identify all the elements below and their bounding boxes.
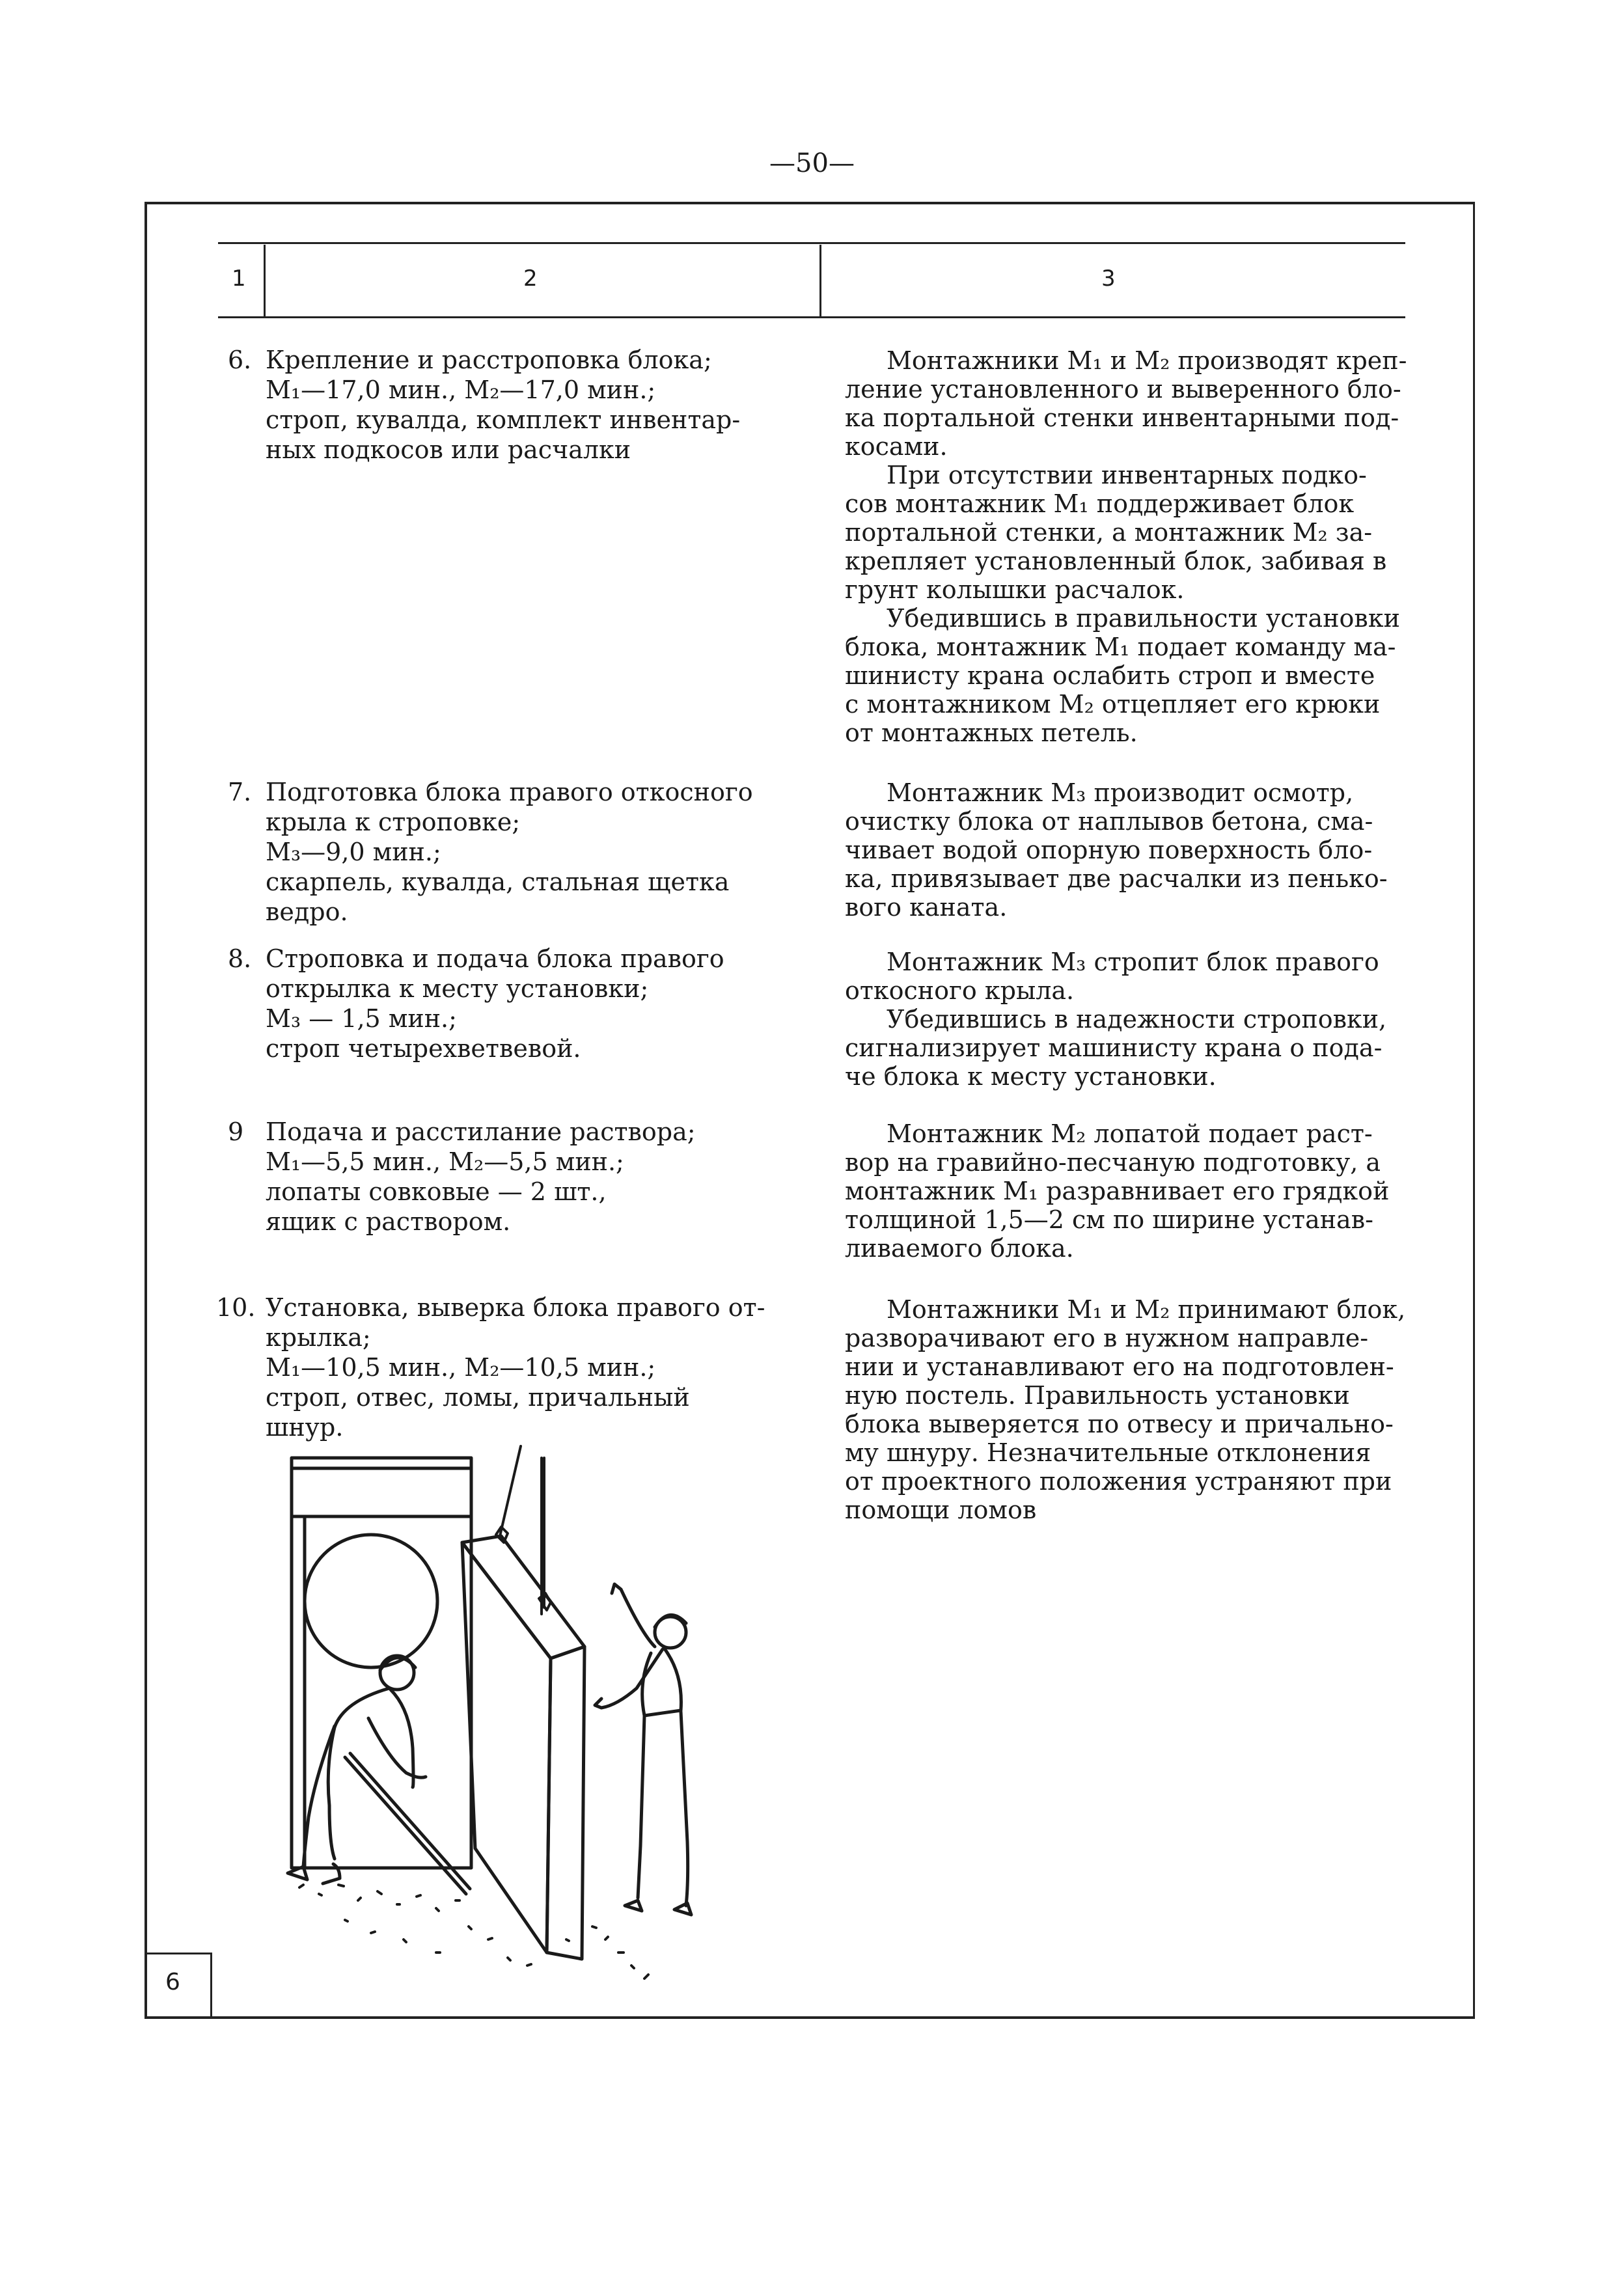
operation-line: крыла к строповке;	[266, 808, 521, 836]
description-line: ка, привязывает две расчалки из пенько-	[845, 864, 1388, 893]
description-paragraph	[845, 346, 1405, 461]
page-number: —50—	[769, 148, 855, 178]
description-line: блока, монтажник М₁ подает команду ма-	[845, 633, 1396, 661]
description-line: сигнализирует машинисту крана о пода-	[845, 1034, 1383, 1062]
table-header-bottom-rule	[218, 316, 1405, 318]
description-line: портальной стенки, а монтажник М₂ за-	[845, 518, 1373, 547]
column-header-2: 2	[523, 266, 538, 292]
operation-number: 8.	[228, 944, 252, 973]
description-line: очистку блока от наплывов бетона, сма-	[845, 807, 1373, 836]
operation-line: скарпель, кувалда, стальная щетка	[266, 868, 730, 896]
description-8	[845, 948, 1405, 1091]
description-line: Монтажник М₂ лопатой подает раст-	[887, 1119, 1373, 1148]
operation-line: Установка, выверка блока правого от-	[266, 1293, 765, 1322]
description-line: че блока к месту установки.	[845, 1062, 1217, 1091]
operation-line: М₃—9,0 мин.;	[266, 838, 441, 866]
column-header-1: 1	[232, 266, 246, 292]
description-paragraph	[845, 778, 1405, 922]
ground-gravel	[299, 1885, 648, 1979]
description-line: Монтажник М₃ производит осмотр,	[887, 778, 1354, 807]
description-line: ливаемого блока.	[845, 1234, 1074, 1263]
operation-line: Подача и расстилание раствора;	[266, 1117, 696, 1146]
operation-line: Строповка и подача блока правого	[266, 944, 724, 973]
description-paragraph	[845, 1295, 1405, 1524]
description-line: Убедившись в правильности установки	[887, 604, 1400, 633]
description-line: ление установленного и выверенного бло-	[845, 375, 1401, 404]
description-line: разворачивают его в нужном направле-	[845, 1324, 1369, 1352]
description-line: от монтажных петель.	[845, 719, 1138, 747]
description-7	[845, 778, 1405, 922]
description-line: Монтажники М₁ и М₂ принимают блок,	[887, 1295, 1406, 1324]
table-header-top-rule	[218, 242, 1405, 244]
description-line: вор на гравийно-песчаную подготовку, а	[845, 1148, 1381, 1177]
description-line: сов монтажник М₁ поддерживает блок	[845, 489, 1355, 518]
column-divider-2	[819, 245, 821, 316]
operation-line: ведро.	[266, 898, 348, 926]
description-paragraph	[845, 604, 1405, 747]
operation-line: Подготовка блока правого откосного	[266, 778, 753, 806]
installation-illustration	[241, 1445, 736, 1992]
description-line: При отсутствии инвентарных подко-	[887, 461, 1367, 489]
description-paragraph	[845, 1119, 1405, 1263]
operation-line: строп четырехветвевой.	[266, 1034, 581, 1063]
operation-line: лопаты совковые — 2 шт.,	[266, 1177, 607, 1206]
description-9	[845, 1119, 1405, 1263]
description-line: Монтажник М₃ стропит блок правого	[887, 948, 1379, 976]
column-divider-1	[264, 245, 266, 316]
operation-line: М₁—10,5 мин., М₂—10,5 мин.;	[266, 1353, 656, 1382]
description-line: откосного крыла.	[845, 976, 1075, 1005]
operation-line: открылка к месту установки;	[266, 974, 649, 1003]
operation-line: ящик с раствором.	[266, 1207, 511, 1236]
description-line: толщиной 1,5—2 см по ширине устанав-	[845, 1205, 1373, 1234]
operation-number: 10.	[216, 1293, 256, 1322]
description-line: от проектного положения устраняют при	[845, 1467, 1392, 1496]
operation-line: Крепление и расстроповка блока;	[266, 346, 712, 374]
description-paragraph	[845, 461, 1405, 604]
description-line: грунт колышки расчалок.	[845, 575, 1185, 604]
description-6	[845, 346, 1405, 747]
description-line: му шнуру. Незначительные отклонения	[845, 1438, 1371, 1467]
description-line: помощи ломов	[845, 1496, 1037, 1524]
description-line: шинисту крана ослабить строп и вместе	[845, 661, 1375, 690]
operation-number: 6.	[228, 346, 252, 374]
description-line: ную постель. Правильность установки	[845, 1381, 1350, 1410]
operation-line: крылка;	[266, 1323, 371, 1352]
operation-number: 7.	[228, 778, 252, 806]
description-10	[845, 1295, 1405, 1524]
frame-bottom-line	[145, 2016, 1475, 2019]
description-line: ка портальной стенки инвентарными под-	[845, 404, 1399, 432]
description-paragraph	[845, 1005, 1405, 1091]
operation-line: М₁—17,0 мин., М₂—17,0 мин.;	[266, 376, 656, 404]
description-line: блока выверяется по отвесу и причально-	[845, 1410, 1394, 1438]
description-line: вого каната.	[845, 893, 1008, 922]
description-paragraph	[845, 948, 1405, 1005]
worker-left	[288, 1656, 470, 1894]
operation-line: шнур.	[266, 1413, 344, 1442]
description-line: косами.	[845, 432, 948, 461]
description-line: крепляет установленный блок, забивая в	[845, 547, 1387, 575]
operation-line: М₁—5,5 мин., М₂—5,5 мин.;	[266, 1147, 624, 1176]
description-line: Монтажники М₁ и М₂ производят креп-	[887, 346, 1407, 375]
sheet-number: 6	[165, 1969, 180, 1995]
worker-right	[595, 1584, 691, 1915]
description-line: чивает водой опорную поверхность бло-	[845, 836, 1373, 864]
description-line: с монтажником М₂ отцепляет его крюки	[845, 690, 1381, 719]
description-line: нии и устанавливают его на подготовлен-	[845, 1352, 1394, 1381]
operation-line: строп, отвес, ломы, причальный	[266, 1383, 690, 1412]
operation-line: ных подкосов или расчалки	[266, 435, 631, 464]
concrete-block	[462, 1536, 585, 1959]
description-line: монтажник М₁ разравнивает его грядкой	[845, 1177, 1390, 1205]
column-header-3: 3	[1101, 266, 1116, 292]
description-line: Убедившись в надежности строповки,	[887, 1005, 1387, 1034]
operation-number: 9	[228, 1117, 244, 1146]
operation-line: М₃ — 1,5 мин.;	[266, 1004, 457, 1033]
operation-line: строп, кувалда, комплект инвентар-	[266, 405, 741, 434]
